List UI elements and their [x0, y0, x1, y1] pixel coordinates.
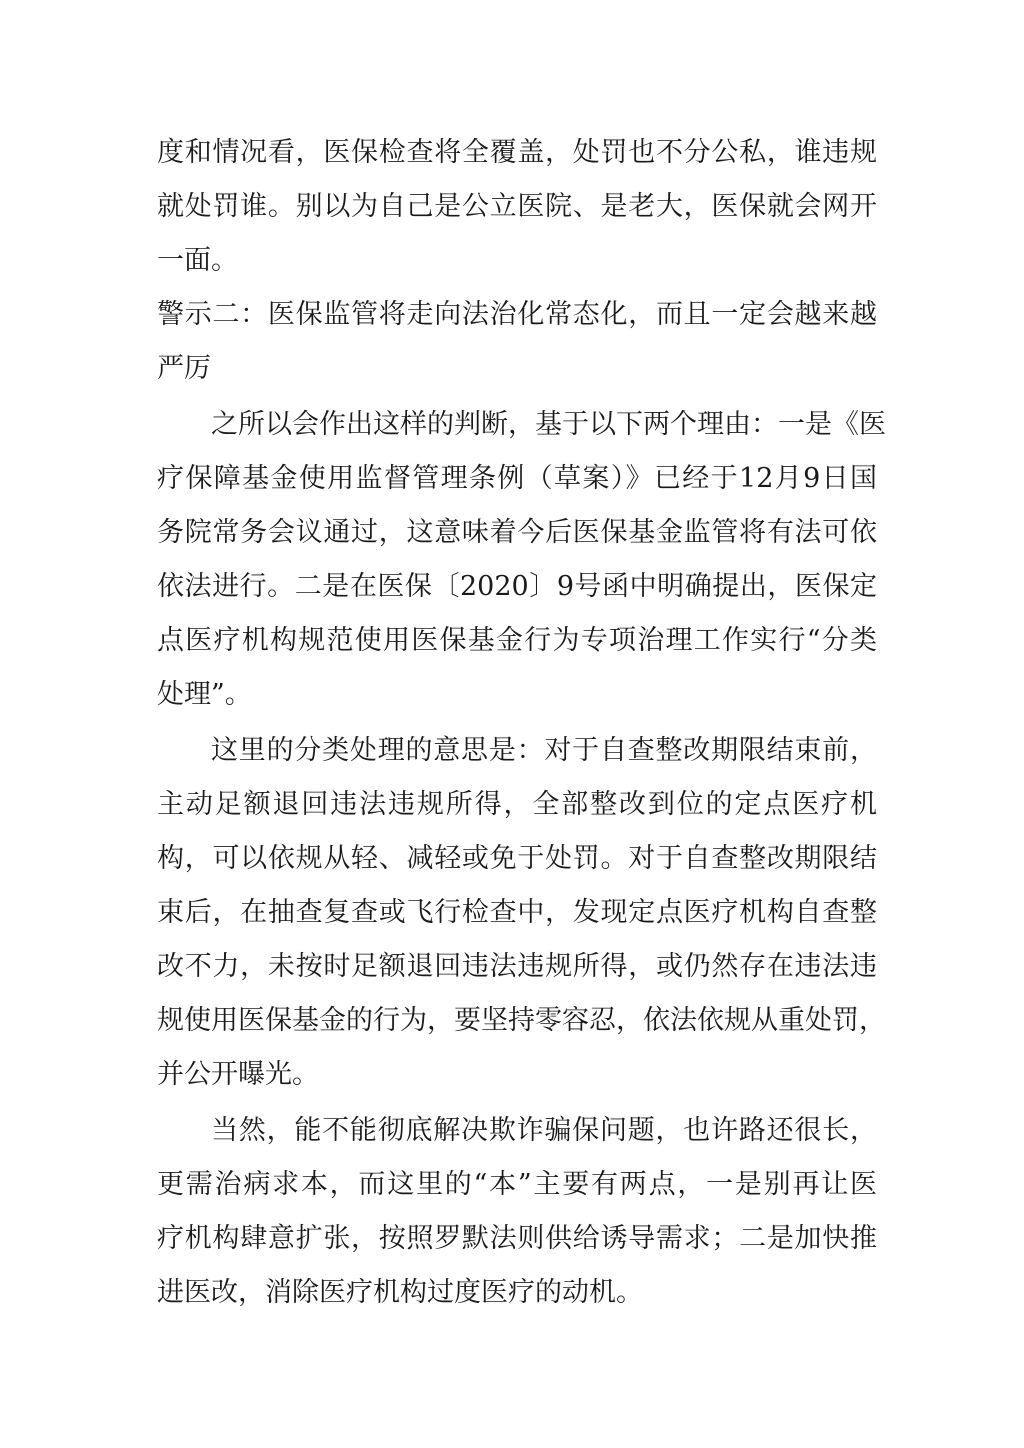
heading-line: 警示二：医保监管将走向法治化常态化，而且一定会越来越 [157, 299, 877, 330]
text-line: 束后，在抽查复查或飞行检查中，发现定点医疗机构自查整 [157, 897, 877, 928]
paragraph-classification [157, 724, 886, 1102]
text-line: 点医疗机构规范使用医保基金行为专项治理工作实行“分类 [157, 625, 877, 656]
text-line: 改不力，未按时足额退回违法违规所得，或仍然存在违法违 [157, 951, 877, 982]
text-line: 进医改，消除医疗机构过度医疗的动机。 [157, 1277, 643, 1308]
text-line: 一面。 [157, 245, 238, 276]
paragraph-reasons [157, 398, 886, 722]
text-line: 当然，能不能彻底解决欺诈骗保问题，也许路还很长， [211, 1115, 877, 1146]
text-line: 并公开曝光。 [157, 1059, 319, 1090]
section-heading-warning-two [157, 288, 877, 396]
text-line: 疗保障基金使用监督管理条例（草案）》已经于12月9日国 [157, 463, 877, 494]
text-line: 度和情况看，医保检查将全覆盖，处罚也不分公私，谁违规 [157, 137, 877, 168]
text-line: 之所以会作出这样的判断，基于以下两个理由：一是《医 [211, 409, 886, 440]
text-line: 规使用医保基金的行为，要坚持零容忍，依法依规从重处罚， [157, 1005, 886, 1036]
text-line: 就处罚谁。别以为自己是公立医院、是老大，医保就会网开 [157, 191, 877, 222]
text-line: 务院常务会议通过，这意味着今后医保基金监管将有法可依 [157, 517, 877, 548]
text-line: 依法进行。二是在医保〔2020〕9号函中明确提出，医保定 [157, 571, 877, 602]
document-body [157, 126, 886, 1320]
paragraph-continuation [157, 126, 877, 288]
paragraph-root-cause [157, 1104, 877, 1320]
heading-line: 严厉 [157, 353, 211, 384]
text-line: 这里的分类处理的意思是：对于自查整改期限结束前， [211, 735, 877, 766]
text-line: 疗机构肆意扩张，按照罗默法则供给诱导需求；二是加快推 [157, 1223, 877, 1254]
text-line: 更需治病求本，而这里的“本”主要有两点，一是别再让医 [157, 1169, 877, 1200]
text-line: 主动足额退回违法违规所得，全部整改到位的定点医疗机 [157, 789, 877, 820]
text-line: 处理”。 [157, 679, 252, 710]
text-line: 构，可以依规从轻、减轻或免于处罚。对于自查整改期限结 [157, 843, 877, 874]
